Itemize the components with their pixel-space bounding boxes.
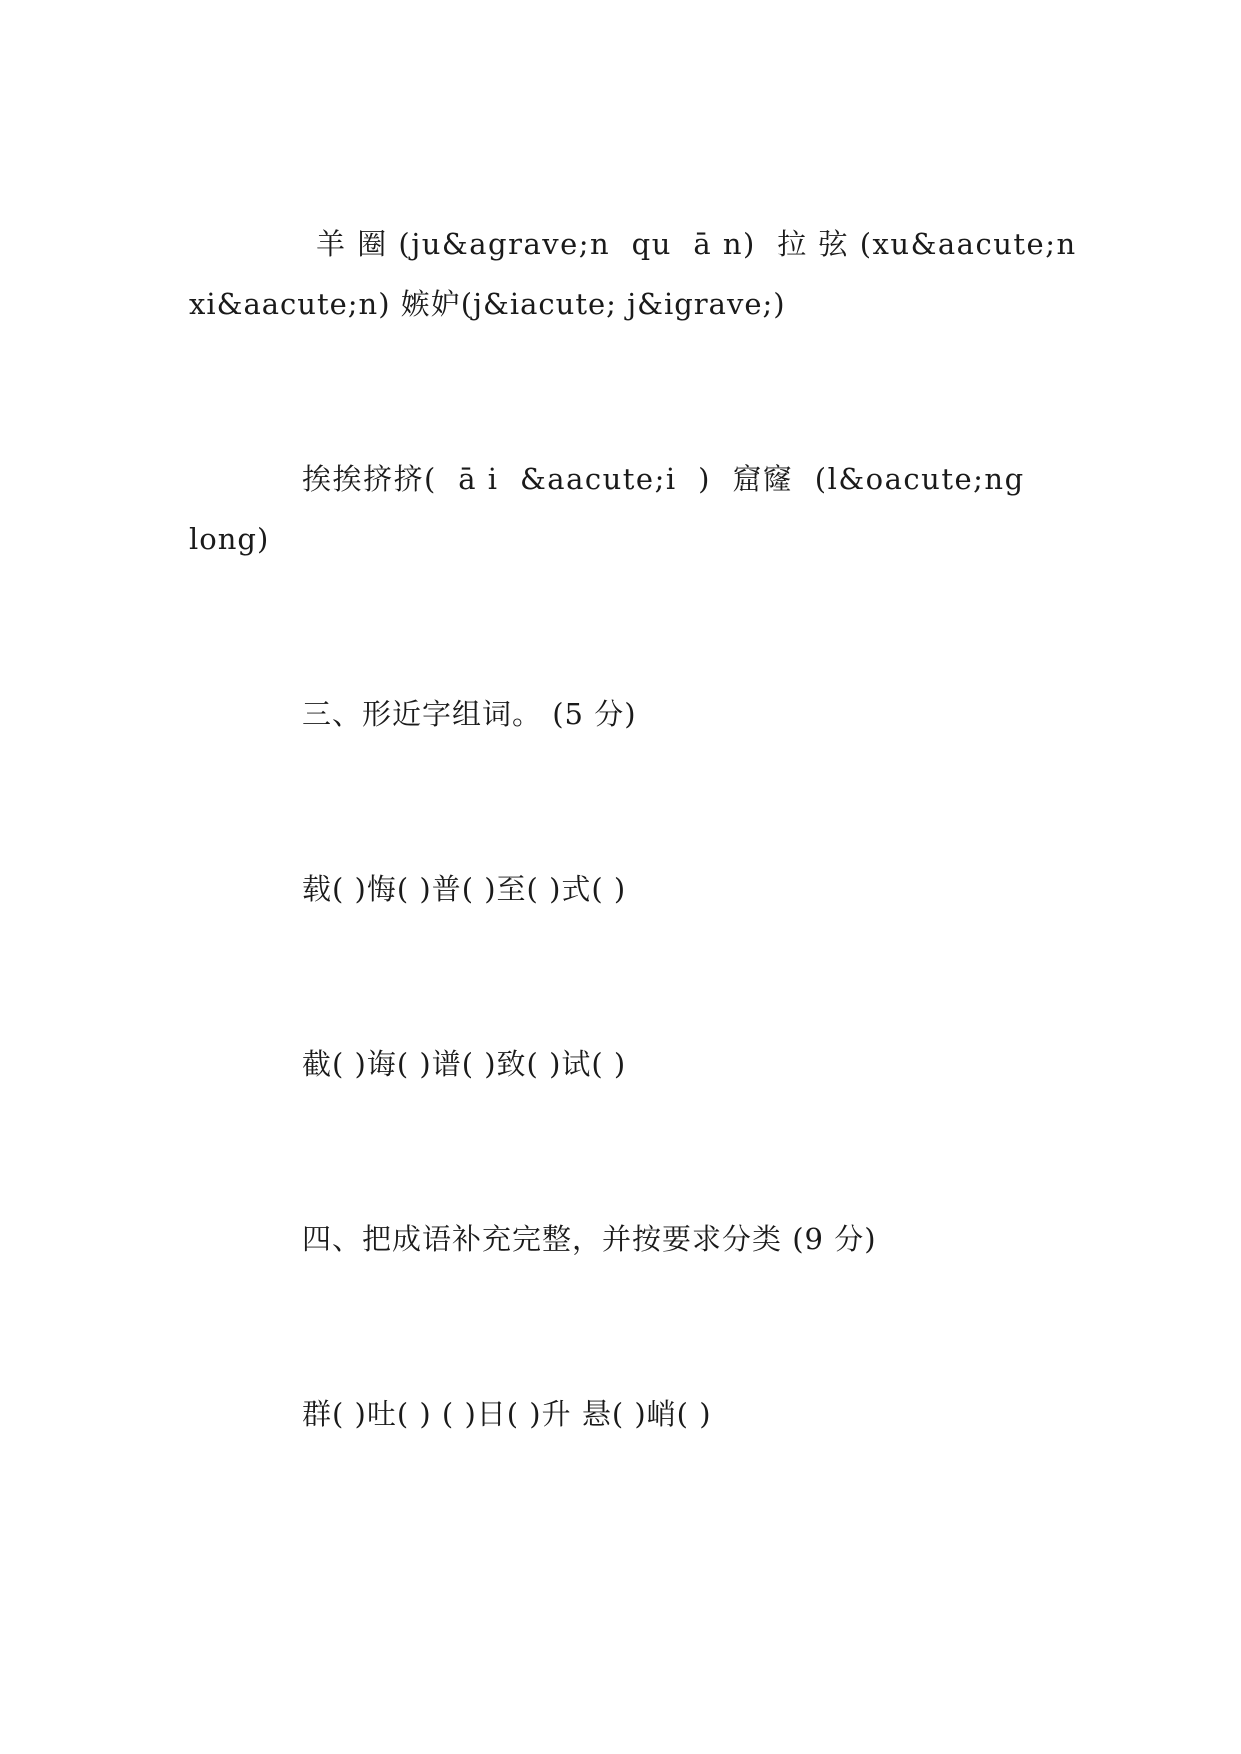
section-4-heading: 四、把成语补充完整，并按要求分类 (9 分)	[302, 1222, 877, 1256]
pinyin-line-3: 挨挨挤挤( ā i &aacute;i ) 窟窿 (l&oacute;ng	[302, 462, 1025, 496]
pinyin-line-2: xi&aacute;n) 嫉妒(j&iacute; j&igrave;)	[189, 287, 786, 321]
word-group-row-2: 截( )诲( )谱( )致( )试( )	[302, 1047, 627, 1081]
pinyin-line-4: long)	[189, 522, 270, 556]
section-3-heading: 三、形近字组词。 (5 分)	[302, 697, 637, 731]
pinyin-line-1: 羊 圈 (ju&agrave;n qu ā n) 拉 弦 (xu&aacute;n	[316, 227, 1077, 261]
word-group-row-1: 载( )悔( )普( )至( )式( )	[302, 872, 627, 906]
idiom-row-1: 群( )吐( ) ( )日( )升 悬( )峭( )	[302, 1397, 712, 1431]
